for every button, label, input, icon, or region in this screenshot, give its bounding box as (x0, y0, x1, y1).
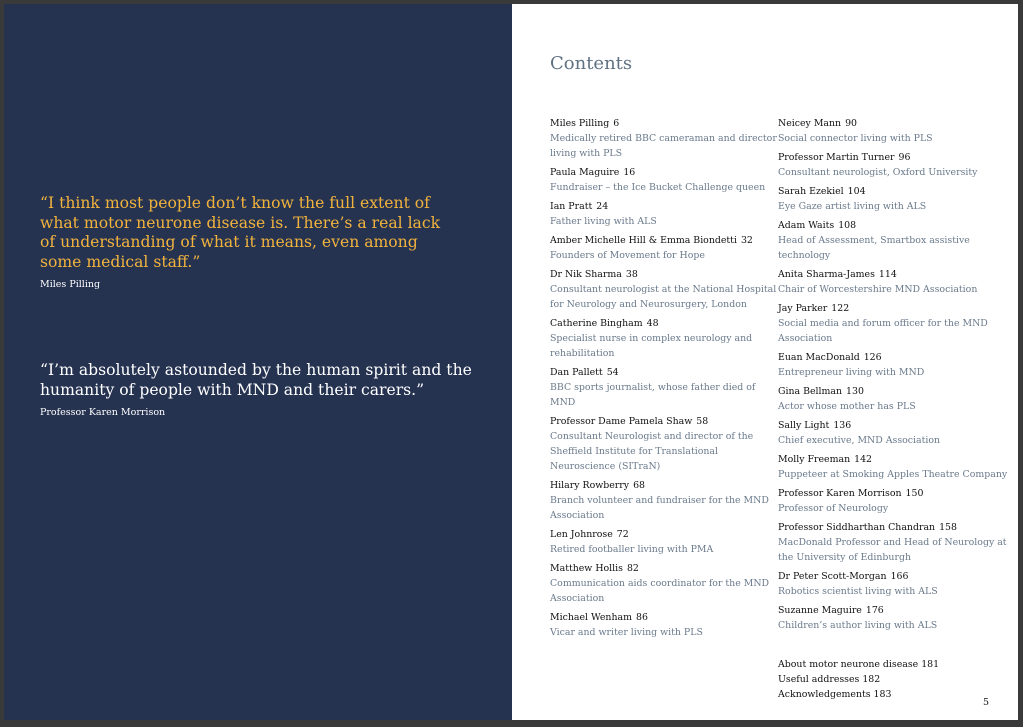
entry-page: 176 (865, 605, 884, 616)
entry-description: Specialist nurse in complex neurology and rehabilitation (550, 333, 753, 359)
entry-description: Father living with ALS (550, 216, 657, 227)
entry-description: Actor whose mother has PLS (778, 401, 916, 412)
contents-entry[interactable] (550, 233, 780, 263)
entry-page: 158 (939, 522, 957, 533)
left-page (4, 4, 512, 720)
contents-entry[interactable] (778, 452, 1008, 482)
entry-description: MacDonald Professor and Head of Neurology at the University of Edinburgh (778, 537, 1007, 563)
entry-description: Medically retired BBC cameraman and director living with PLS (550, 133, 777, 159)
entry-page: 122 (831, 303, 850, 314)
entry-name: Euan MacDonald (778, 352, 860, 363)
entry-name: Professor Martin Turner (778, 152, 895, 163)
entry-page: 16 (623, 167, 636, 178)
entry-name: Len Johnrose (550, 529, 613, 540)
contents-entry[interactable] (550, 610, 780, 640)
entry-name: Catherine Bingham (550, 318, 643, 329)
contents-entry[interactable] (778, 384, 1008, 414)
entry-name: Gina Bellman (778, 386, 843, 397)
contents-entry[interactable] (778, 267, 1008, 297)
entry-name: Sally Light (778, 420, 830, 431)
entry-page: 48 (646, 318, 659, 329)
entry-page: 68 (633, 480, 645, 491)
entry-name: Ian Pratt (550, 201, 593, 212)
contents-entry[interactable] (778, 418, 1008, 448)
contents-entry[interactable] (550, 478, 780, 523)
contents-entry[interactable] (550, 316, 780, 361)
entry-description: Consultant neurologist, Oxford University (778, 167, 978, 178)
entry-description: Head of Assessment, Smartbox assistive technology (778, 235, 970, 261)
entry-name: Professor Karen Morrison (778, 488, 902, 499)
entry-name: Professor Dame Pamela Shaw (550, 416, 693, 427)
entry-name: Dr Peter Scott-Morgan (778, 571, 887, 582)
entry-description: Communication aids coordinator for the MND Association (550, 578, 770, 604)
entry-description: Founders of Movement for Hope (550, 250, 705, 261)
entry-page: 54 (606, 367, 619, 378)
entry-description: Consultant neurologist at the National Hospital for Neurology and Neurosurgery, London (550, 284, 777, 310)
quote-attribution-2: Professor Karen Morrison (40, 407, 166, 418)
entry-page: 104 (847, 186, 866, 197)
contents-entry[interactable] (550, 267, 780, 312)
contents-entry[interactable] (550, 165, 780, 195)
contents-column-2 (778, 116, 1008, 637)
entry-page: 82 (626, 563, 639, 574)
entry-description: Fundraiser – the Ice Bucket Challenge queen (550, 182, 766, 193)
book-spread (4, 4, 1018, 720)
entry-description: Vicar and writer living with PLS (550, 627, 703, 638)
entry-description: Professor of Neurology (778, 503, 889, 514)
entry-page: 108 (838, 220, 857, 231)
entry-name: Hilary Rowberry (550, 480, 630, 491)
quote-attribution-1: Miles Pilling (40, 279, 101, 290)
entry-page: 38 (625, 269, 638, 280)
entry-description: Chief executive, MND Association (778, 435, 941, 446)
entry-description: Branch volunteer and fundraiser for the MND Association (550, 495, 769, 521)
contents-entry[interactable] (778, 569, 1008, 599)
entry-name: Adam Waits (778, 220, 835, 231)
contents-entry[interactable] (778, 150, 1008, 180)
entry-page: 58 (696, 416, 709, 427)
contents-entry[interactable] (778, 603, 1008, 633)
contents-entry[interactable] (778, 486, 1008, 516)
entry-name: Sarah Ezekiel (778, 186, 844, 197)
back-matter-list (778, 657, 939, 702)
entry-page: 142 (854, 454, 873, 465)
contents-entry[interactable] (778, 301, 1008, 346)
entry-page: 72 (616, 529, 629, 540)
entry-page: 96 (898, 152, 911, 163)
entry-name: Suzanne Maguire (778, 605, 862, 616)
back-matter-item[interactable]: Useful addresses 182 (778, 674, 881, 685)
contents-entry[interactable] (778, 184, 1008, 214)
entry-page: 32 (740, 235, 753, 246)
contents-entry[interactable] (550, 116, 780, 161)
entry-name: Molly Freeman (778, 454, 851, 465)
entry-page: 114 (878, 269, 897, 280)
entry-page: 6 (613, 118, 620, 129)
entry-page: 130 (846, 386, 864, 397)
contents-entry[interactable] (778, 520, 1008, 565)
entry-description: Entrepreneur living with MND (778, 367, 925, 378)
entry-description: Puppeteer at Smoking Apples Theatre Company (778, 469, 1008, 480)
entry-page: 24 (596, 201, 609, 212)
entry-name: Michael Wenham (550, 612, 632, 623)
entry-page: 150 (905, 488, 924, 499)
entry-page: 126 (863, 352, 882, 363)
entry-description: Children’s author living with ALS (778, 620, 938, 631)
right-page (512, 4, 1018, 720)
entry-page: 136 (833, 420, 852, 431)
entry-page: 90 (845, 118, 858, 129)
entry-description: Chair of Worcestershire MND Association (778, 284, 978, 295)
contents-entry[interactable] (778, 350, 1008, 380)
entry-name: Amber Michelle Hill & Emma Biondetti (550, 235, 737, 246)
entry-name: Jay Parker (778, 303, 828, 314)
contents-entry[interactable] (550, 365, 780, 410)
quote-karen-morrison: “I’m absolutely astounded by the human spirit and the humanity of people with MND and their carers.” (40, 361, 472, 399)
entry-name: Dr Nik Sharma (550, 269, 622, 280)
entry-name: Paula Maguire (550, 167, 620, 178)
entry-name: Dan Pallett (550, 367, 603, 378)
contents-entry[interactable] (778, 218, 1008, 263)
entry-description: Robotics scientist living with ALS (778, 586, 938, 597)
entry-description: Social media and forum officer for the MND Association (778, 318, 988, 344)
entry-name: Neicey Mann (778, 118, 842, 129)
entry-name: Anita Sharma-James (778, 269, 875, 280)
quote-miles-pilling: “I think most people don’t know the full extent of what motor neurone disease is. There’s a real lack of understanding of what it means, even among some medical staff.” (40, 194, 441, 271)
contents-entry[interactable] (550, 527, 780, 557)
entry-name: Miles Pilling (550, 118, 610, 129)
contents-entry[interactable] (550, 561, 780, 606)
entry-description: Consultant Neurologist and director of the Sheffield Institute for Translational Neuroscience (SITraN) (550, 431, 754, 472)
entry-name: Matthew Hollis (550, 563, 623, 574)
entry-page: 86 (635, 612, 648, 623)
entry-description: BBC sports journalist, whose father died of MND (550, 382, 756, 408)
entry-description: Retired footballer living with PMA (550, 544, 714, 555)
contents-title: Contents (550, 53, 633, 74)
contents-entry[interactable] (550, 199, 780, 229)
entry-page: 166 (890, 571, 909, 582)
page-number: 5 (983, 697, 990, 708)
contents-entry[interactable] (778, 116, 1008, 146)
entry-name: Professor Siddharthan Chandran (778, 522, 936, 533)
contents-entry[interactable] (550, 414, 780, 474)
entry-description: Social connector living with PLS (778, 133, 933, 144)
contents-column-1 (550, 116, 780, 644)
back-matter-item[interactable]: Acknowledgements 183 (778, 689, 892, 700)
back-matter-item[interactable]: About motor neurone disease 181 (778, 659, 940, 670)
entry-description: Eye Gaze artist living with ALS (778, 201, 927, 212)
